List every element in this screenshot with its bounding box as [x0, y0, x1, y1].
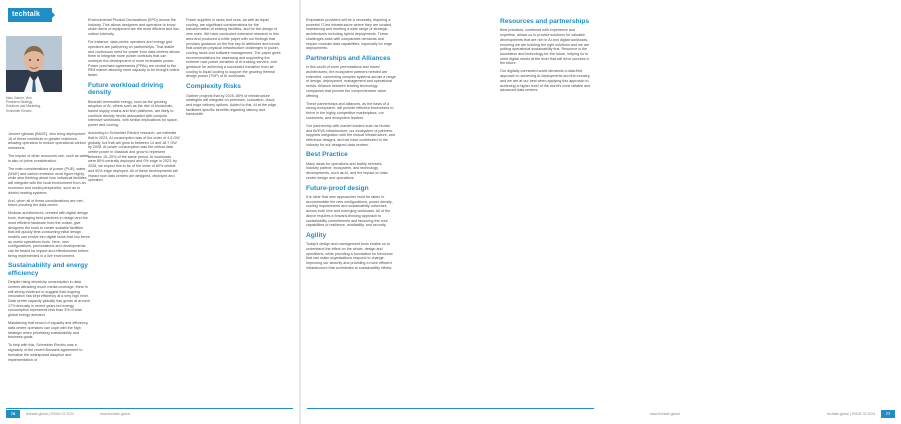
paragraph: The main considerations of power (PUE), water (WUE) and carbon emission must figure highly, while also thinking about how individual facilities will integrate with the local environment from an economic and social perspective, such as in district heating systems.	[8, 167, 87, 195]
website: www.techtalk.global	[650, 412, 680, 416]
heading-future-proof: Future-proof design	[306, 184, 369, 192]
paragraph: Our partnership with market leaders such as Nvidia and AVEVA Infrastructure, our ecosystem of partners, supports integration with the mutual infrastructure, and reference designs, and we have contributed to the industry for our designed data centres.	[306, 123, 395, 147]
footer-rule	[307, 408, 594, 409]
paragraph: Today's design and management tools enable us to understand the effect on the whole, design and operations, while providing a foundation for tomorrow that can make organisations respond to change. Improving our security and providing a more efficient infrastructure that contributes to sustainability efforts.	[306, 242, 393, 270]
footer-right	[602, 410, 901, 418]
paragraph: To help with this, Schneider Electric was a signatory of the recent Brussels agreement to formalise the widespread adoption and implementation of	[8, 343, 83, 362]
heading-complexity-risks: Complexity Risks	[186, 83, 241, 91]
column-b	[88, 18, 180, 186]
page-number: 78	[6, 410, 20, 418]
column-d	[306, 18, 396, 274]
left-page	[0, 0, 299, 424]
paragraph: For instance, data centre operators and energy grid operators are partnering on partnerships. That stable and continuous need for power from data centres allows them to integrate more power contracts that can underpin the development of more renewable power. Power purchase agreements (PPAs) are central to the RE5 market allowing more capacity to be brought online faster.	[88, 40, 180, 78]
heading-sustainability: Sustainability and energy efficiency	[8, 262, 88, 277]
publication-name: techtalk.global | ISSUE 02 2024	[26, 412, 74, 416]
paragraph: According to Schneider Electric research, we estimate that in 2023, AI consumption was of the order of 4.5 GW globally, but that will grow to between 14 and 18.7 GW by 2028. AI power consumption was the critical data centre power in classical and grow to represent between 15–20% of the same period. AI workloads were 80% centrally deployed and 0% edge in 2023, by 2028, we expect this to be of the order of 80% central and 50% edge deployed. All of these developments will impact how data centres are designed, deployed and operated.	[88, 131, 180, 183]
paragraph: The impact of other resources use, such as water, is also of prime consideration.	[8, 154, 90, 163]
heading-best-practice: Best Practice	[306, 151, 348, 159]
column-f	[500, 18, 592, 96]
paragraph: Maintaining that record of capacity and efficiency, data centre operators can cope with the high strategic when prioritising sustainability and business goals.	[8, 321, 89, 340]
paragraph: And, when all of these considerations are met, future-proofing the data centre.	[8, 198, 84, 208]
paragraph: These partnerships and alliances, as the basis of a strong ecosystem, will provide effective businesses to thrive in the highly competitive marketplace, our customers, and ecosystem leaders.	[306, 101, 394, 120]
heading-agility: Agility	[306, 231, 327, 239]
heading-future-workload: Future workload driving density	[88, 81, 164, 97]
paragraph: In this world of more permutations and mixed architectures, the ecosystem partners needed are extended, connecting complex systems across a range of design, deployment, management and operational needs. Alliance between leading technology companies that provide the comprehensive value offering.	[306, 65, 396, 98]
heading-resources: Resources and partnerships	[500, 18, 590, 25]
heading-partnerships: Partnerships and Alliances	[306, 54, 391, 62]
column-c	[186, 18, 282, 120]
paragraph: Power supplies in racks and rows, as well as liquid cooling, are significant considerations for the transformation of existing facilities, and for the design of new ones. We have conducted extensive research in this area and produced a white paper with our findings that provides guidance on the five key AI attributes and trends that underpin physical infrastructure challenges in power, cooling racks and software management. The paper gives recommendations for assessing and supporting the extreme rack power densities of AI training servers, and guidance for achieving a successful transition from air cooling to liquid cooling to support the growing thermal design power (TDP) of AI workloads.	[186, 18, 281, 79]
paragraph: Emphasise providers will be a necessity, requiring a powerful IT-led infrastructure where they are located, maintaining and meeting a wide range of strategic architectures including hybrid deployments. These challenges arise with comparable demands and require modular data capabilities, especially for edge deployments.	[306, 18, 393, 51]
paragraph: It is clear that new approaches must be taken to accommodate the new configurations, power density, cooling requirements and sustainability outcomes across both new and emerging workloads. All of the above requires a forward-thinking approach to sustainability commitments and favouring the core capabilities of resilience, availability, and security.	[306, 194, 393, 228]
paragraph: Best practices, combined with experience and expertise, allows us to provide solutions for valuable developments that are rich in AI and digital workloads, ensuring we are building the right solutions and we are putting operational sustainability first. Resource is the foundation and technology for the future, helping us to meet digital needs at the level that will drive success in the future.	[500, 28, 590, 66]
paragraph: Modular architectures, created with digital design tools, leveraging best practices in design and the most efficient hardware from the outset, give designers the tools to create scalable facilities that will quickly time-consuming initial design models can evolve into digital twins that can serve as useful operations tools. Here, new configurations, permutations and developments can be tested for impact and effectiveness before being implemented in a live environment.	[8, 211, 90, 258]
column-a	[8, 132, 90, 366]
website: www.techtalk.global	[100, 412, 130, 416]
logo-arrow-icon	[48, 8, 55, 22]
paragraph: Beneath renewable energy, such as the growing adoption of AI, others such as the rise of blockchain-based supply chains and tech platforms, are likely to continue density trends associated with compute intensive workloads, with similar implications for space, power and cooling.	[88, 99, 178, 128]
paragraph: Gartner projects that by 2025, 85% of infrastructure strategies will integrate on-premises, colocation, cloud, and edge delivery options. Added to this, AI at the edge facilitates specific benefits regarding latency and bandwidth.	[186, 93, 277, 117]
paragraph: Many ideas for operations and facility services, industry partner, ecosystem, and technology developments, such as AI, and the impact on data centre design and operations.	[306, 161, 388, 180]
footer-rule	[6, 408, 293, 409]
footer-left	[0, 410, 299, 418]
techtalk-logo: techtalk	[8, 8, 52, 22]
paragraph: Our digitally connected world demands a data-first approach to achieving AI deployments and the industry, and we are at our best when applying this approach to achieving a higher level of the world's most reliable and advanced data centres.	[500, 69, 591, 93]
paragraph: Jerome Iglesias (BASE), who bring deployment 18 of these contribute to greater resilience, allowing operators to reduce operational carbon emissions.	[8, 132, 86, 151]
paragraph: Environmental Product Declarations (EPD) across the industry. This allows designers and operators to know which items of equipment are the most efficient and low-carbon intensity.	[88, 18, 180, 37]
portrait-caption: Marc Garner, Vice President Strategy, Solutions and Marketing, Schneider Electric	[6, 96, 42, 113]
publication-name: techtalk.global | ISSUE 02 2024	[827, 412, 875, 416]
page-number: 77	[881, 410, 895, 418]
author-portrait	[6, 36, 62, 92]
paragraph: Despite rising electricity consumption in data centres attracting much media coverage, there is still strong evidence to suggest that ongoing innovation has kept efficiency at a very high level. Data centre capacity globally has grown at around 17% annually in recent years but energy consumption represents less than 3% of total global energy demand.	[8, 280, 90, 318]
